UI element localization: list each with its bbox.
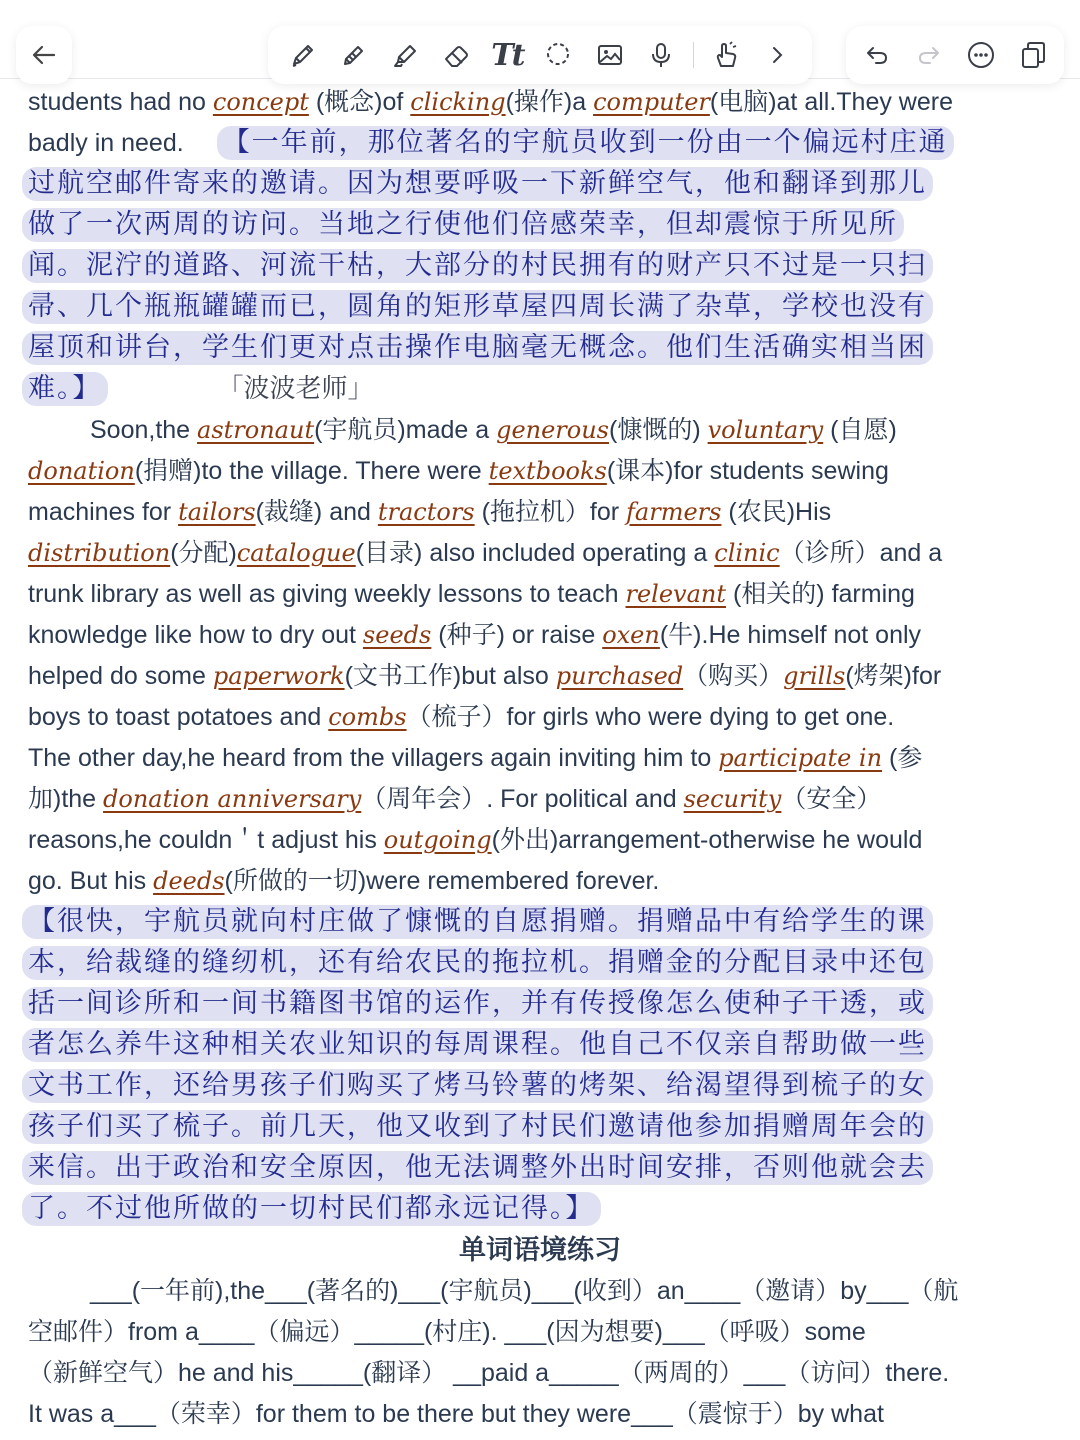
handwritten-translation: 孩子们买了梳子。前几天，他又收到了村民们邀请他参加捐赠周年会的 bbox=[22, 1110, 933, 1144]
text-line bbox=[28, 410, 1052, 451]
text-line bbox=[28, 492, 1052, 533]
text-run: The other day,he heard from the villagers again inviting him to bbox=[28, 744, 719, 772]
handwritten-line bbox=[28, 1025, 1052, 1066]
redo-button[interactable] bbox=[910, 36, 948, 74]
text-run: knowledge like how to dry out bbox=[28, 621, 363, 649]
more-options-button[interactable] bbox=[962, 36, 1000, 74]
text-run: badly in need. bbox=[28, 129, 184, 157]
highlighter-icon bbox=[390, 40, 420, 70]
text-run: reasons,he couldn＇t adjust his bbox=[28, 826, 384, 854]
vocab-word: combs bbox=[328, 703, 407, 731]
author-signature: 「波波老师」 bbox=[217, 374, 374, 404]
undo-button[interactable] bbox=[858, 36, 896, 74]
chevron-right-icon bbox=[762, 40, 792, 70]
hand-pointer-icon bbox=[711, 40, 741, 70]
text-run: (牛).He himself not only bbox=[659, 621, 922, 649]
text-run: boys to toast potatoes and bbox=[28, 703, 329, 731]
microphone-tool-button[interactable] bbox=[642, 36, 680, 74]
text-run: (拖拉机）for bbox=[474, 498, 627, 526]
handwritten-line bbox=[28, 1148, 1052, 1189]
vocab-word: oxen bbox=[602, 621, 660, 649]
vocab-word: outgoing bbox=[383, 826, 492, 854]
handwritten-translation: 【一年前，那位著名的宇航员收到一份由一个偏远村庄通 bbox=[217, 126, 954, 160]
text-run: (文书工作)but also bbox=[344, 662, 556, 690]
handwritten-line bbox=[28, 943, 1052, 984]
text-line bbox=[28, 861, 1052, 902]
text-line bbox=[28, 82, 1052, 123]
text-tool-icon: Tt bbox=[491, 37, 524, 73]
text-run: (所做的一切)were remembered forever. bbox=[224, 867, 660, 895]
back-arrow-icon bbox=[30, 41, 58, 69]
exercise-line: It was a___（荣幸）for them to be there but they were___（震惊于）by what bbox=[28, 1400, 884, 1428]
handwritten-line bbox=[28, 164, 1052, 205]
vocab-word: purchased bbox=[555, 662, 684, 690]
text-line bbox=[28, 533, 1052, 574]
handwritten-line bbox=[28, 902, 1052, 943]
lasso-icon bbox=[543, 40, 573, 70]
hand-tool-button[interactable] bbox=[707, 36, 745, 74]
text-line bbox=[28, 779, 1052, 820]
text-tool-button[interactable] bbox=[488, 36, 526, 74]
vocab-word: concept bbox=[212, 88, 309, 116]
handwritten-line bbox=[28, 328, 1052, 369]
handwritten-translation: 闻。泥泞的道路、河流干枯，大部分的村民拥有的财产只不过是一只扫 bbox=[22, 249, 933, 283]
text-line bbox=[28, 738, 1052, 779]
pen-tool-button[interactable] bbox=[284, 36, 322, 74]
text-line bbox=[28, 574, 1052, 615]
text-run: （安全） bbox=[781, 785, 882, 813]
text-run: machines for bbox=[28, 498, 179, 526]
text-run: (慷慨的) bbox=[609, 416, 708, 444]
text-run: (操作)a bbox=[505, 88, 594, 116]
text-run: (相关的) farming bbox=[726, 580, 915, 608]
undo-icon bbox=[862, 40, 892, 70]
text-line bbox=[28, 697, 1052, 738]
text-run: trunk library as well as giving weekly lessons to teach bbox=[28, 580, 626, 608]
handwritten-line bbox=[28, 1066, 1052, 1107]
eraser-icon bbox=[441, 40, 471, 70]
handwritten-translation: 做了一次两周的访问。当地之行使他们倍感荣幸，但却震惊于所见所 bbox=[22, 208, 904, 242]
handwritten-translation: 屋顶和讲台，学生们更对点击操作电脑毫无概念。他们生活确实相当困 bbox=[22, 331, 933, 365]
exercise-line: 空邮件）from a____（偏远）_____(村庄). ___(因为想要)___（呼吸）some bbox=[28, 1318, 866, 1346]
back-button[interactable] bbox=[16, 26, 72, 84]
handwritten-translation: 文书工作，还给男孩子们购买了烤马铃薯的烤架、给渴望得到梳子的女 bbox=[22, 1069, 933, 1103]
vocab-word: voluntary bbox=[707, 416, 824, 444]
pencil-tool-button[interactable] bbox=[335, 36, 373, 74]
text-run: （梳子）for girls who were dying to get one. bbox=[406, 703, 895, 731]
pages-icon bbox=[1018, 40, 1048, 70]
exercise-line: （新鲜空气）he and his_____(翻译） __paid a_____（两周的）___（访问）there. bbox=[28, 1359, 950, 1387]
vocab-word: astronaut bbox=[197, 416, 315, 444]
image-icon bbox=[595, 40, 625, 70]
actions-toolbar bbox=[846, 26, 1064, 84]
vocab-word: tractors bbox=[377, 498, 475, 526]
text-run: (参 bbox=[882, 744, 923, 772]
drawing-toolbar bbox=[268, 26, 812, 84]
redo-icon bbox=[914, 40, 944, 70]
text-run: (外出)arrangement-otherwise he would bbox=[491, 826, 923, 854]
handwritten-line bbox=[28, 1107, 1052, 1148]
text-run: (裁缝) and bbox=[255, 498, 378, 526]
handwritten-line bbox=[28, 984, 1052, 1025]
text-run: (分配) bbox=[170, 539, 237, 567]
text-line bbox=[28, 615, 1052, 656]
vocab-word: grills bbox=[783, 662, 846, 690]
vocab-word: computer bbox=[593, 88, 710, 116]
eraser-tool-button[interactable] bbox=[437, 36, 475, 74]
handwritten-translation: 来信。出于政治和安全原因，他无法调整外出时间安排，否则他就会去 bbox=[22, 1151, 933, 1185]
vocab-word: generous bbox=[496, 416, 609, 444]
handwritten-translation: 括一间诊所和一间书籍图书馆的运作，并有传授像怎么使种子干透，或 bbox=[22, 987, 933, 1021]
handwritten-line bbox=[28, 205, 1052, 246]
lasso-tool-button[interactable] bbox=[539, 36, 577, 74]
pen-icon bbox=[288, 40, 318, 70]
vocab-word: relevant bbox=[625, 580, 727, 608]
vocab-word: textbooks bbox=[488, 457, 607, 485]
section-title: 单词语境练习 bbox=[459, 1235, 621, 1265]
image-tool-button[interactable] bbox=[591, 36, 629, 74]
text-run: (电脑)at all.They were bbox=[709, 88, 953, 116]
handwritten-translation: 过航空邮件寄来的邀请。因为想要呼吸一下新鲜空气，他和翻译到那儿 bbox=[22, 167, 933, 201]
handwritten-translation: 帚、几个瓶瓶罐罐而已，圆角的矩形草屋四周长满了杂草，学校也没有 bbox=[22, 290, 933, 324]
handwritten-line bbox=[28, 246, 1052, 287]
text-line bbox=[28, 656, 1052, 697]
vocab-word: clicking bbox=[410, 88, 506, 116]
text-run: (农民)His bbox=[721, 498, 832, 526]
handwritten-translation: 了。不过他所做的一切村民们都永远记得。】 bbox=[22, 1192, 601, 1226]
text-run: (目录) also included operating a bbox=[355, 539, 715, 567]
vocab-word: donation bbox=[28, 457, 135, 485]
vocab-word: donation anniversary bbox=[103, 785, 362, 813]
text-run: (种子) or raise bbox=[431, 621, 603, 649]
text-run: (宇航员)made a bbox=[314, 416, 497, 444]
handwritten-line bbox=[28, 1189, 1052, 1230]
vocab-word: farmers bbox=[626, 498, 722, 526]
vocab-word: distribution bbox=[28, 539, 171, 567]
vocab-word: paperwork bbox=[212, 662, 345, 690]
microphone-icon bbox=[646, 40, 676, 70]
text-line bbox=[28, 451, 1052, 492]
text-run: go. But his bbox=[28, 867, 154, 895]
vocab-word: deeds bbox=[153, 867, 225, 895]
more-tools-button[interactable] bbox=[758, 36, 796, 74]
text-run: （周年会）. For political and bbox=[361, 785, 684, 813]
vocab-word: security bbox=[683, 785, 782, 813]
vocab-word: participate in bbox=[718, 744, 883, 772]
text-run: (自愿) bbox=[823, 416, 897, 444]
exercise-line: ___(一年前),the___(著名的)___(宇航员)___(收到）an____（邀请）by___（航 bbox=[90, 1277, 959, 1305]
vocab-word: clinic bbox=[714, 539, 780, 567]
toolbar-separator bbox=[693, 42, 694, 68]
text-line bbox=[28, 123, 1052, 164]
text-run: (概念)of bbox=[308, 88, 411, 116]
handwritten-translation: 难。】 bbox=[22, 372, 108, 406]
handwritten-translation: 者怎么养牛这种相关农业知识的每周课程。他自己不仅亲自帮助做一些 bbox=[22, 1028, 933, 1062]
text-run: (烤架)for bbox=[845, 662, 942, 690]
vocab-word: tailors bbox=[178, 498, 256, 526]
handwritten-translation: 【很快，宇航员就向村庄做了慷慨的自愿捐赠。捐赠品中有给学生的课 bbox=[22, 905, 933, 939]
text-run: （诊所）and a bbox=[779, 539, 943, 567]
text-run: helped do some bbox=[28, 662, 213, 690]
handwritten-line bbox=[28, 369, 1052, 410]
text-run: 加)the bbox=[28, 785, 104, 813]
text-run: (捐赠)to the village. There were bbox=[134, 457, 489, 485]
vocab-word: catalogue bbox=[236, 539, 356, 567]
text-run: （购买） bbox=[683, 662, 784, 690]
text-run: students had no bbox=[28, 88, 213, 116]
vocab-word: seeds bbox=[362, 621, 432, 649]
pencil-icon bbox=[339, 40, 369, 70]
note-page bbox=[28, 82, 1052, 1435]
text-line bbox=[28, 820, 1052, 861]
text-run: Soon,the bbox=[90, 416, 198, 444]
handwritten-line bbox=[28, 287, 1052, 328]
text-run: (课本)for students sewing bbox=[606, 457, 889, 485]
more-icon bbox=[966, 40, 996, 70]
highlighter-tool-button[interactable] bbox=[386, 36, 424, 74]
pages-button[interactable] bbox=[1014, 36, 1052, 74]
handwritten-translation: 本，给裁缝的缝纫机，还有给农民的拖拉机。捐赠金的分配目录中还包 bbox=[22, 946, 933, 980]
